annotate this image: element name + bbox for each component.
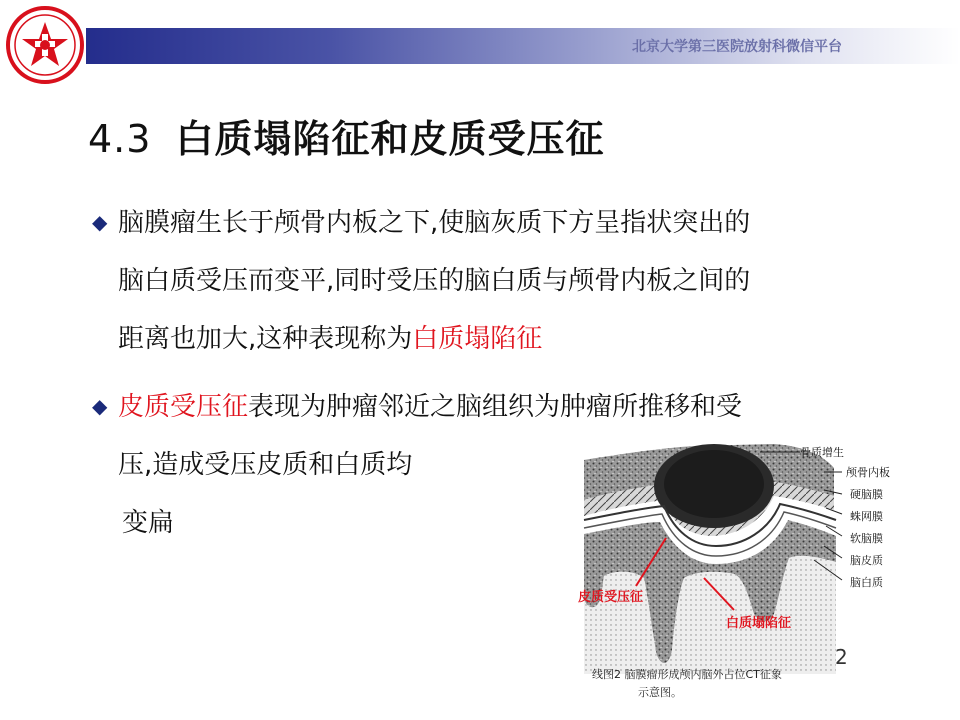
label-cortex: 脑皮质 bbox=[850, 554, 883, 567]
cortex-compression-term: 皮质受压征 bbox=[118, 392, 249, 422]
meningioma-diagram bbox=[574, 438, 904, 710]
slide-title bbox=[88, 108, 604, 163]
label-white-matter: 脑白质 bbox=[850, 576, 883, 589]
bullet-1-line-2: 脑白质受压而变平,同时受压的脑白质与颅骨内板之间的 bbox=[118, 266, 751, 296]
bullet-1-line-3 bbox=[118, 310, 918, 368]
white-matter-collapse-term: 白质塌陷征 bbox=[412, 324, 543, 354]
page-number: 2 bbox=[835, 645, 848, 669]
hospital-logo bbox=[4, 4, 86, 86]
label-bone-hyperplasia: 骨质增生 bbox=[800, 446, 844, 459]
diamond-bullet-icon: ◆ bbox=[92, 394, 108, 418]
diamond-bullet-icon: ◆ bbox=[92, 210, 108, 234]
bullet-2-line-3: 变扁 bbox=[122, 508, 175, 538]
bullet-1-line-3-text: 距离也加大,这种表现称为 bbox=[118, 324, 413, 354]
bullet-2-line-1 bbox=[118, 378, 918, 436]
label-cortex-compression: 皮质受压征 bbox=[578, 590, 644, 605]
section-number: 4.3 bbox=[88, 117, 152, 161]
banner-title: 北京大学第三医院放射科微信平台 bbox=[632, 39, 842, 55]
bullet-2-line-2: 压,造成受压皮质和白质均 bbox=[118, 450, 413, 480]
bullet-1-line-1: 脑膜瘤生长于颅骨内板之下,使脑灰质下方呈指状突出的 bbox=[118, 208, 751, 238]
figure-caption-line-2: 示意图。 bbox=[638, 686, 682, 699]
label-inner-table: 颅骨内板 bbox=[846, 466, 890, 479]
label-pia: 软脑膜 bbox=[850, 532, 883, 545]
title-text: 白质塌陷征和皮质受压征 bbox=[175, 117, 605, 161]
label-dura: 硬脑膜 bbox=[850, 488, 883, 501]
figure-caption-line-1: 线图2 脑膜瘤形成颅内脑外占位CT征象 bbox=[592, 668, 782, 681]
label-arachnoid: 蛛网膜 bbox=[850, 510, 883, 523]
label-white-matter-collapse: 白质塌陷征 bbox=[726, 616, 792, 631]
bullet-2-line-1-text: 表现为肿瘤邻近之脑组织为肿瘤所推移和受 bbox=[248, 392, 743, 422]
bullet-paragraph-1 bbox=[118, 194, 918, 368]
